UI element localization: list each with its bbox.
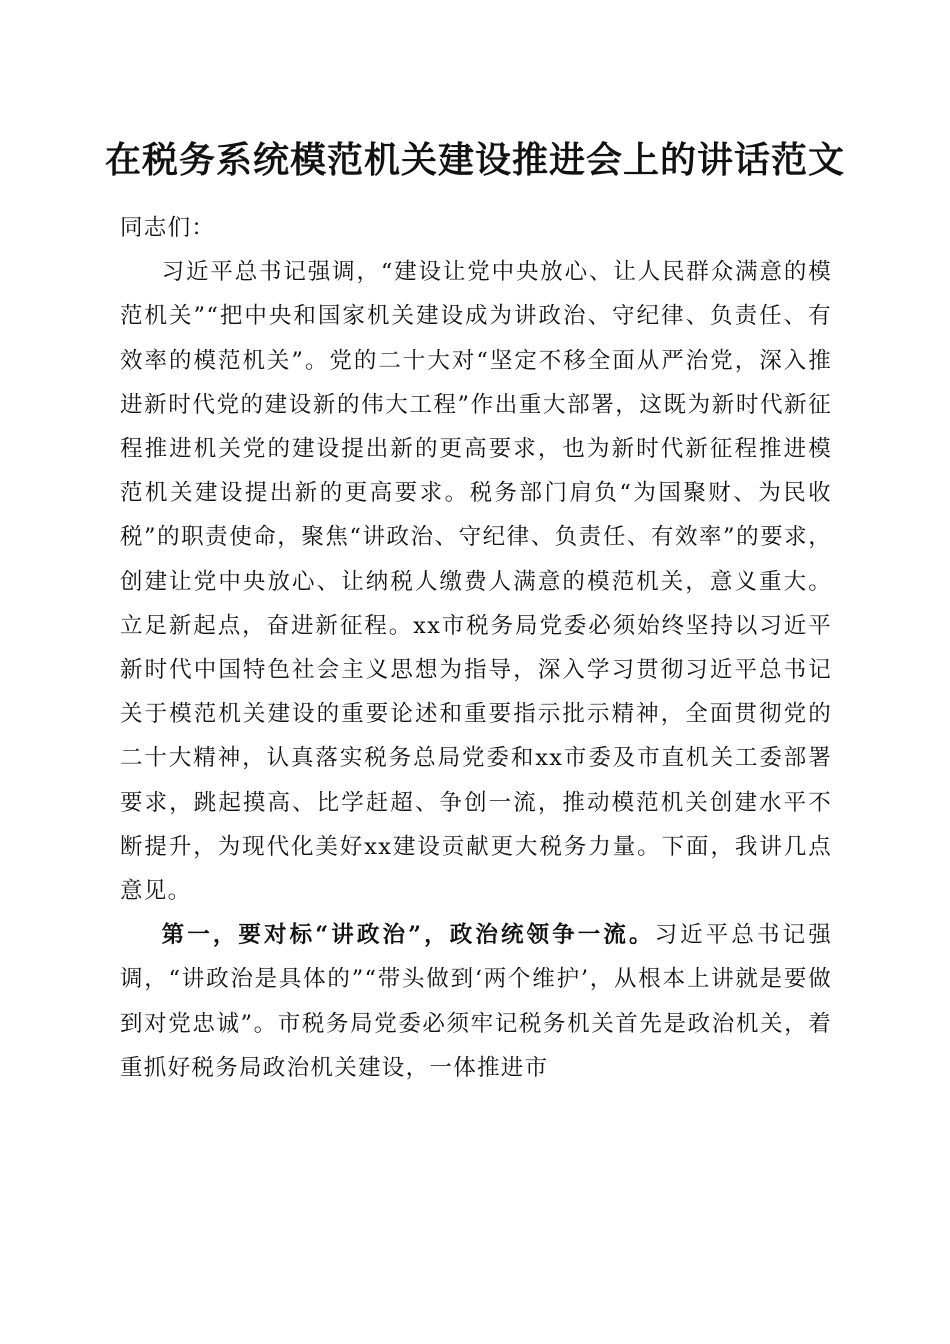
paragraph-first-point-body: 习近平总书记强调，“讲政治是具体的”“带头做到‘两个维护’，从根本上讲就是要做到对党忠诚”。市税务局党委必须牢记税务机关首先是政治机关，着重抓好税务局政治机关建设，一体推进市 [120, 922, 832, 1081]
paragraph-intro: 习近平总书记强调，“建设让党中央放心、让人民群众满意的模范机关”“把中央和国家机关建设成为讲政治、守纪律、负责任、有效率的模范机关”。党的二十大对“坚定不移全面从严治党，深入推进新时代党的建设新的伟大工程”作出重大部署，这既为新时代新征程推进机关党的建设提出新的更高要求，也为新时代新征程推进模范机关建设提出新的更高要求。税务部门肩负“为国聚财、为民收税”的职责使命，聚焦“讲政治、守纪律、负责任、有效率”的要求，创建让党中央放心、让纳税人缴费人满意的模范机关，意义重大。立足新起点，奋进新征程。xx市税务局党委必须始终坚持以习近平新时代中国特色社会主义思想为指导，深入学习贯彻习近平总书记关于模范机关建设的重要论述和重要指示批示精神，全面贯彻党的二十大精神，认真落实税务总局党委和xx市委及市直机关工委部署要求，跳起摸高、比学赶超、争创一流，推动模范机关创建水平不断提升，为现代化美好xx建设贡献更大税务力量。下面，我讲几点意见。 [120, 259, 832, 905]
document-title: 在税务系统模范机关建设推进会上的讲话范文 [104, 139, 845, 181]
salutation: 同志们： [120, 215, 216, 241]
paragraph-first-point [120, 913, 832, 1090]
document-body [120, 206, 832, 1090]
paragraph-lead-heading: 第一，要对标“讲政治”，政治统领争一流。 [161, 922, 655, 949]
